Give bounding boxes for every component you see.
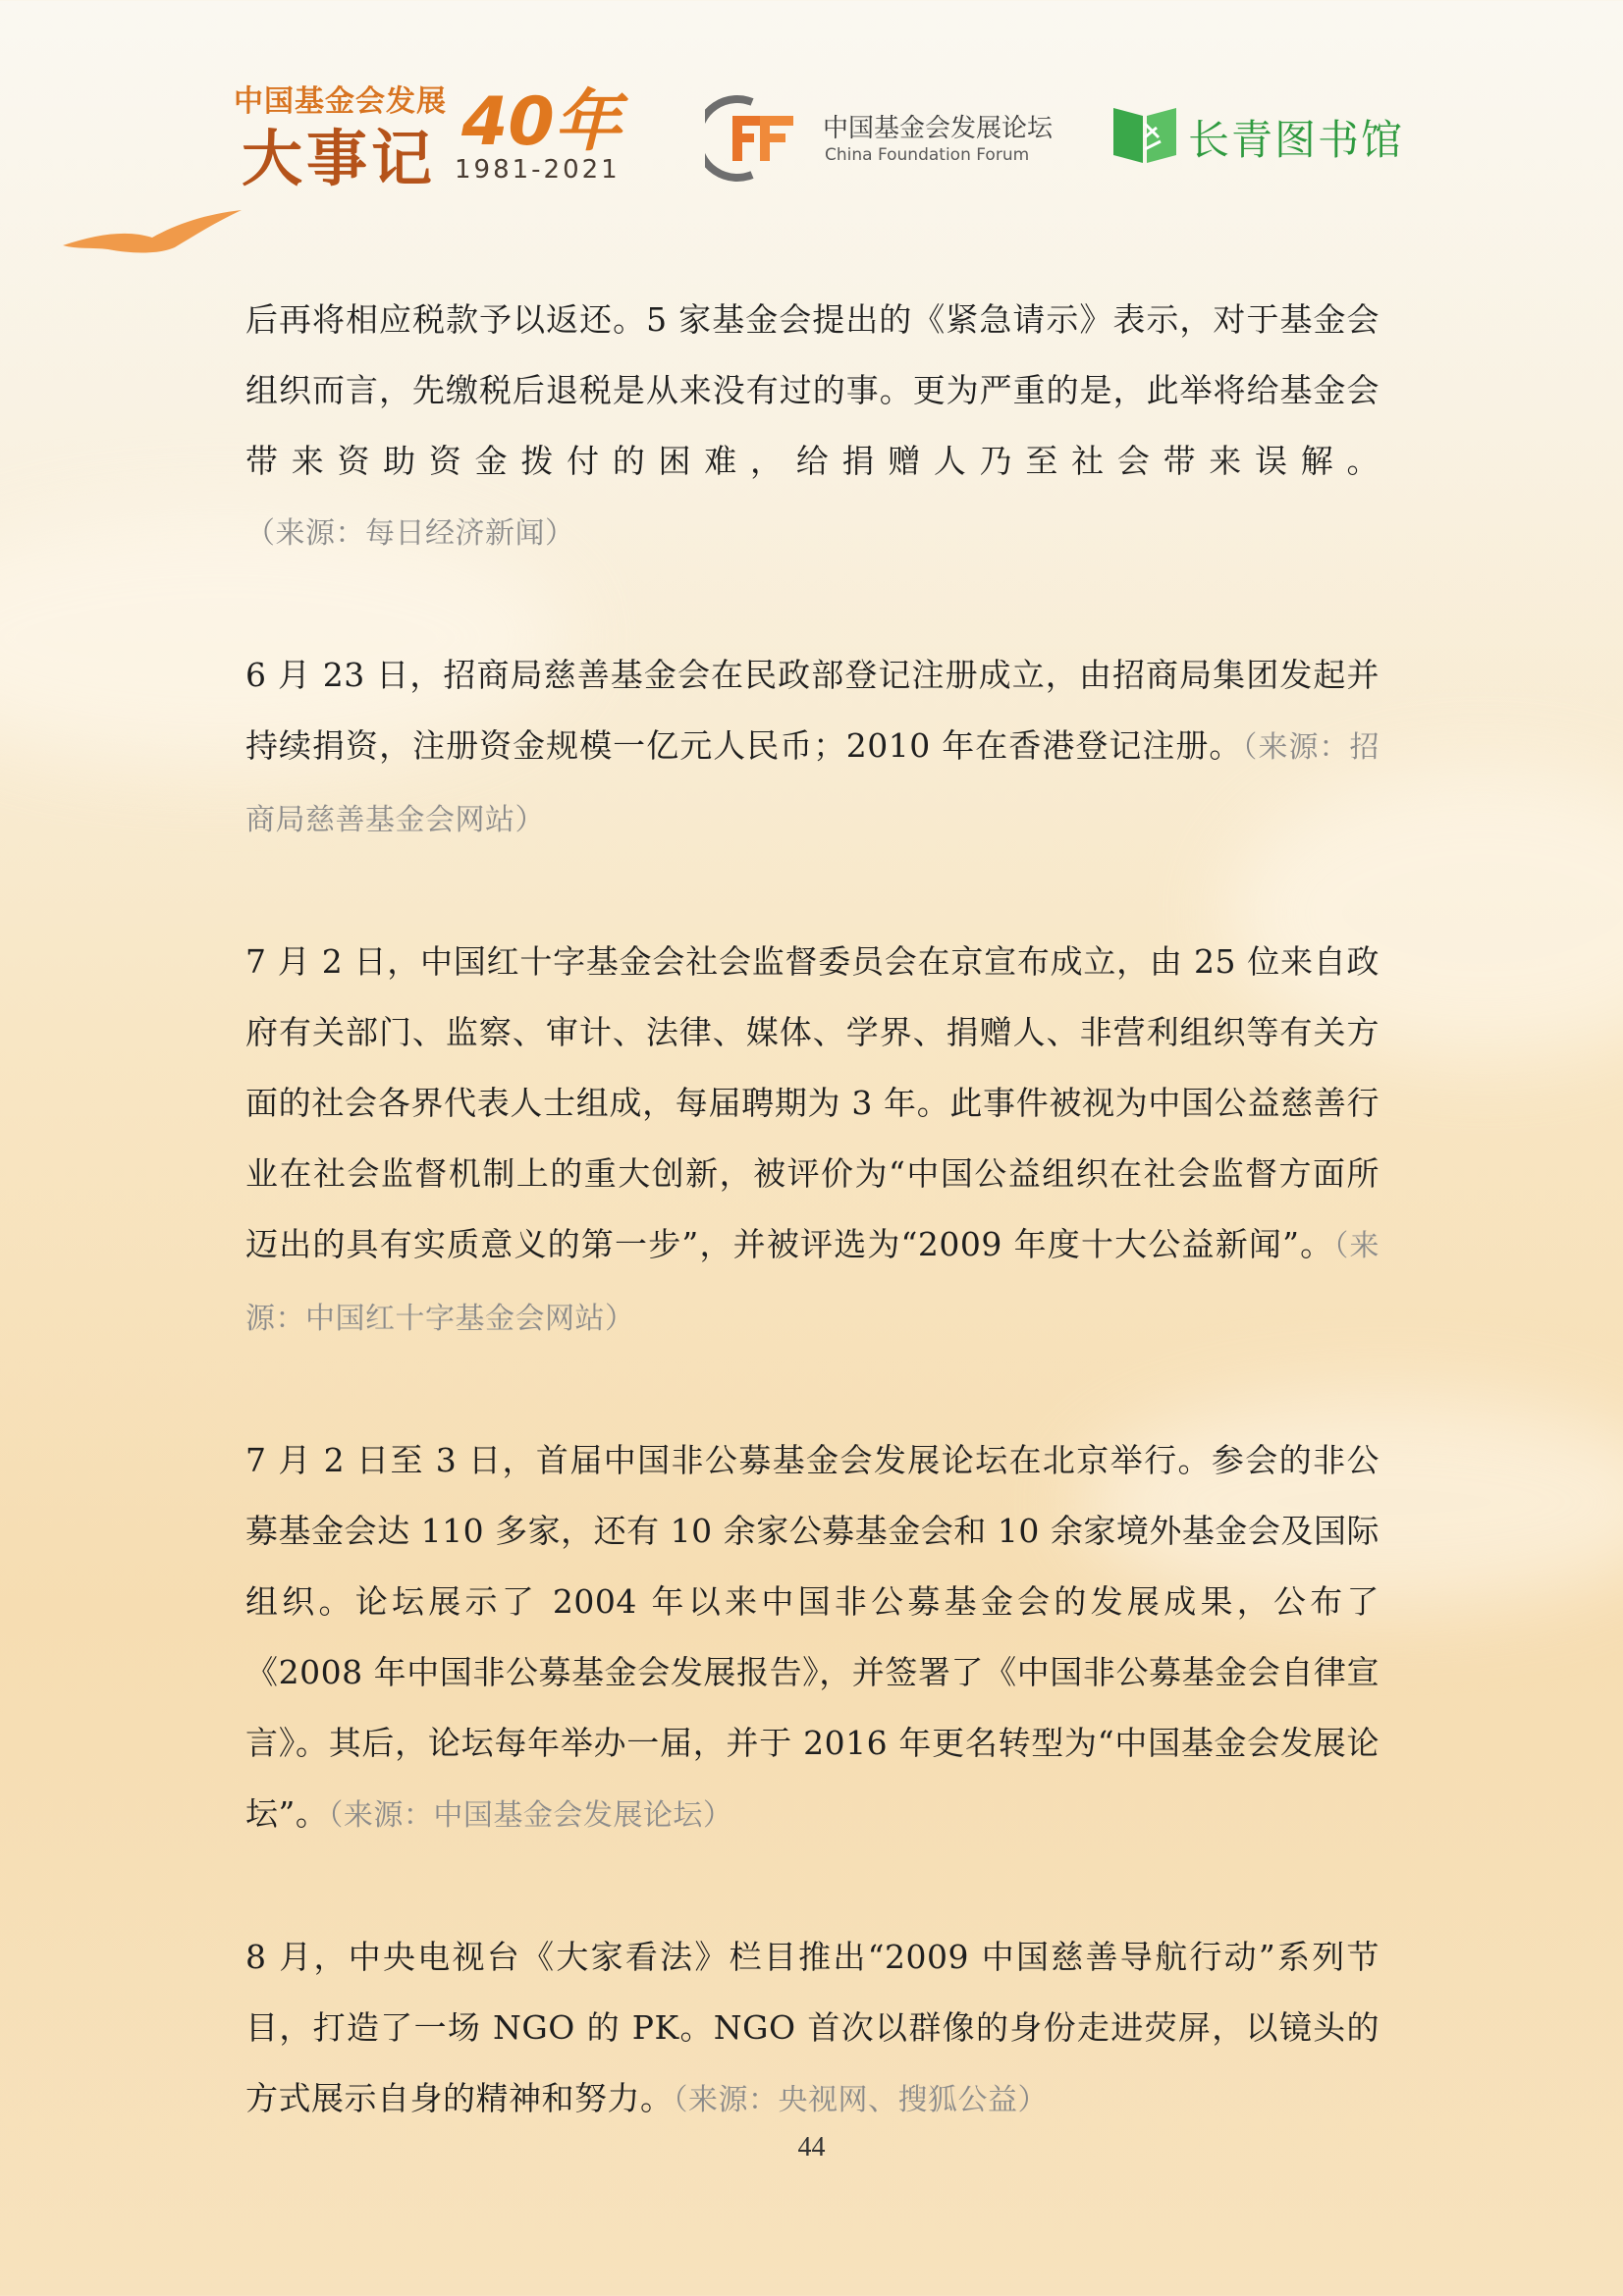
- forum-name-cn: 中国基金会发展论坛: [823, 114, 1054, 143]
- source-note: （来源：中国红十字基金会网站）: [245, 1229, 1380, 1336]
- page-content: [245, 285, 1380, 2207]
- logo-year-range: 1981-2021: [455, 155, 621, 185]
- event-paragraph: [245, 640, 1380, 856]
- seagull-icon: [59, 204, 245, 263]
- paragraph-text: 后再将相应税款予以返还。5 家基金会提出的《紧急请示》表示，对于基金会组织而言，先缴税后退税是从来没有过的事。更为严重的是，此举将给基金会带来资助资金拨付的困难，给捐赠人乃至社会带来误解。: [245, 300, 1380, 480]
- page-number: 44: [797, 2132, 826, 2163]
- paragraph-text: 7 月 2 日至 3 日，首届中国非公募基金会发展论坛在北京举行。参会的非公募基金会达 110 多家，还有 10 余家公募基金会和 10 余家境外基金会及国际组织。论坛展示了 2004 年以来中国非公募基金会的发展成果，公布了《2008 年中国非公募基金会发展报告》，并签署了《中国非公募基金会自律宣言》。其后，论坛每年举办一届，并于 2016 年更名转型为“中国基金会发展论坛”。: [245, 1441, 1380, 1833]
- event-paragraph: [245, 285, 1380, 569]
- event-paragraph: [245, 927, 1380, 1355]
- anniversary-logo: [234, 69, 626, 196]
- paragraph-text: 6 月 23 日，招商局慈善基金会在民政部登记注册成立，由招商局集团发起并持续捐资，注册资金规模一亿元人民币；2010 年在香港登记注册。: [245, 656, 1380, 765]
- paragraph-text: 8 月，中央电视台《大家看法》栏目推出“2009 中国慈善导航行动”系列节目，打造了一场 NGO 的 PK。NGO 首次以群像的身份走进荧屏，以镜头的方式展示自身的精神和努力。: [245, 1938, 1380, 2117]
- china-foundation-forum-logo: [705, 94, 1078, 183]
- source-note: （来源：央视网、搜狐公益）: [673, 2083, 1048, 2117]
- cff-mark-icon: [705, 94, 803, 183]
- logo-40-years: 40年: [461, 83, 622, 161]
- paragraph-text: 7 月 2 日，中国红十字基金会社会监督委员会在京宣布成立，由 25 位来自政府有关部门、监察、审计、法律、媒体、学界、捐赠人、非营利组织等有关方面的社会各界代表人士组成，每届聘期为 3 年。此事件被视为中国公益慈善行业在社会监督机制上的重大创新，被评价为“中国公益组织在社会监督方面所迈出的具有实质意义的第一步”，并被评选为“2009 年度十大公益新闻”。: [245, 942, 1380, 1263]
- source-note: （来源：中国基金会发展论坛）: [328, 1798, 733, 1833]
- book-leaf-icon: [1109, 98, 1180, 169]
- library-name: 长青图书馆: [1188, 116, 1405, 164]
- source-note: （来源：招商局慈善基金会网站）: [245, 730, 1380, 837]
- evergreen-library-logo: [1109, 98, 1404, 177]
- page-header: [0, 0, 1623, 236]
- logo-big-title: 大事记: [242, 123, 437, 194]
- logo-small-title: 中国基金会发展: [234, 84, 447, 119]
- event-paragraph: [245, 1425, 1380, 1851]
- source-note: （来源：每日经济新闻）: [245, 516, 575, 551]
- forum-name-en: China Foundation Forum: [825, 145, 1030, 165]
- event-paragraph: [245, 1922, 1380, 2136]
